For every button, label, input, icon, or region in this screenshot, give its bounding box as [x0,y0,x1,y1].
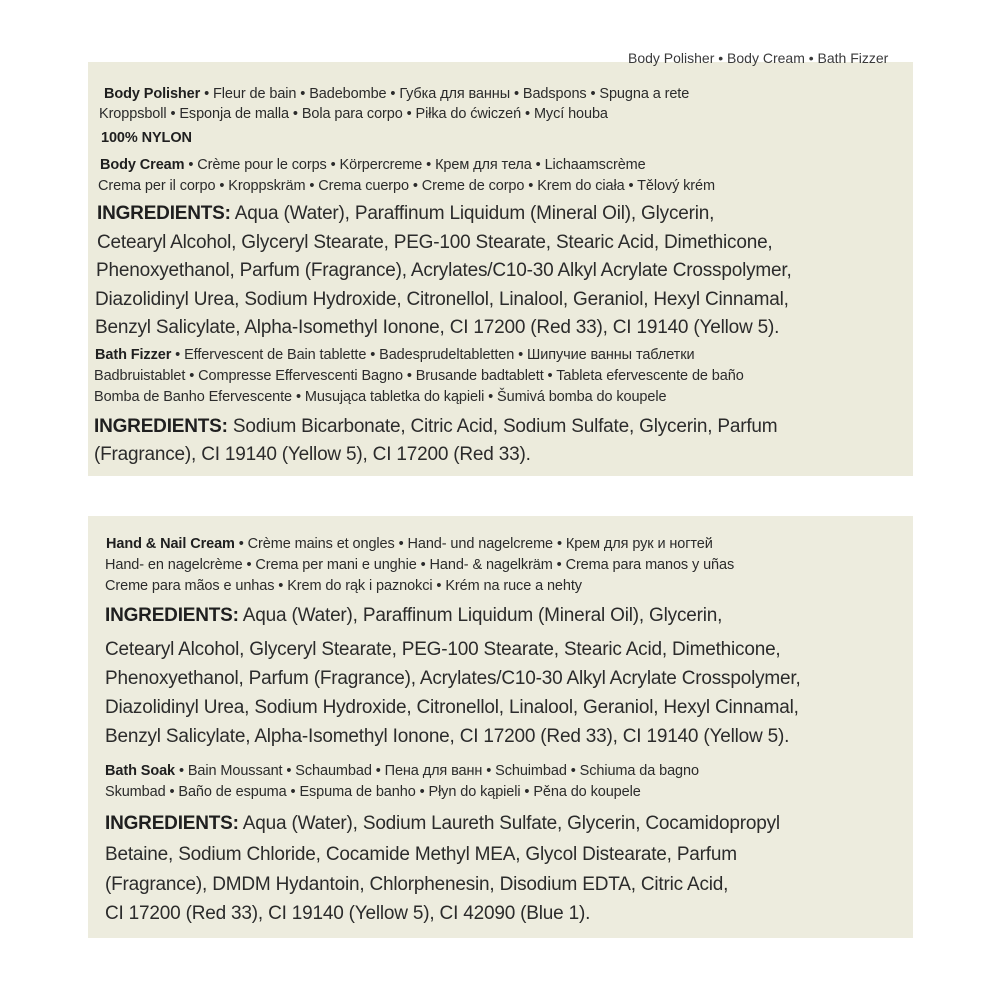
body-cream-line-1: Body Cream • Crème pour le corps • Körpercreme • Крем для тела • Lichaamscrème [100,157,646,173]
body-cream-name: Body Cream [100,157,185,173]
bath-soak-name: Bath Soak [105,763,176,779]
bath-soak-line-1: Bath Soak • Bain Moussant • Schaumbad • Пена для ванн • Schuimbad • Schiuma da bagno [105,763,699,779]
soak-ingredients-line-1: INGREDIENTS: Aqua (Water), Sodium Laureth Sulfate, Glycerin, Cocamidopropyl [105,813,780,834]
bath-fizzer-line-2: Badbruistablet • Compresse Effervescenti Bagno • Brusande badtablett • Tableta efervescente de baño [94,368,744,384]
soak-ingredients-line-4: CI 17200 (Red 33), CI 19140 (Yellow 5), CI 42090 (Blue 1). [105,903,591,924]
hand-ingredients-line-2: Cetearyl Alcohol, Glyceryl Stearate, PEG-100 Stearate, Stearic Acid, Dimethicone, [105,639,781,660]
material-label: 100% NYLON [101,130,192,146]
label-photo-bottom [88,516,913,938]
cream-ingredients-line-3: Phenoxyethanol, Parfum (Fragrance), Acrylates/C10-30 Alkyl Acrylate Crosspolymer, [96,260,792,281]
bath-fizzer-line-3: Bomba de Banho Efervescente • Musująca tabletka do kąpieli • Šumivá bomba do koupele [94,389,667,405]
body-polisher-name: Body Polisher [104,86,201,102]
cut-off-header: Body Polisher • Body Cream • Bath Fizzer [628,50,889,66]
bath-fizzer-name: Bath Fizzer [95,347,172,363]
ingredients-label: INGREDIENTS: [105,605,239,626]
soak-ingredients-line-2: Betaine, Sodium Chloride, Cocamide Methyl MEA, Glycol Distearate, Parfum [105,844,737,865]
ingredients-label: INGREDIENTS: [97,203,231,224]
hand-ingredients-line-4: Diazolidinyl Urea, Sodium Hydroxide, Citronellol, Linalool, Geraniol, Hexyl Cinnamal, [105,697,799,718]
label-photo-top [88,50,913,476]
bath-soak-line-2: Skumbad • Baño de espuma • Espuma de banho • Płyn do kąpieli • Pěna do koupele [105,784,641,800]
hand-cream-line-1: Hand & Nail Cream • Crème mains et ongles • Hand- und nagelcreme • Крем для рук и ногтей [106,536,713,552]
body-polisher-line-1: Body Polisher • Fleur de bain • Badebombe • Губка для ванны • Badspons • Spugna a rete [104,86,690,102]
soak-ingredients-line-3: (Fragrance), DMDM Hydantoin, Chlorphenesin, Disodium EDTA, Citric Acid, [105,874,729,895]
body-polisher-line-2: Kroppsboll • Esponja de malla • Bola para corpo • Piłka do ćwiczeń • Mycí houba [99,106,608,122]
ingredients-label: INGREDIENTS: [94,416,228,437]
fizzer-ingredients-line-2: (Fragrance), CI 19140 (Yellow 5), CI 17200 (Red 33). [94,444,531,465]
cream-ingredients-line-1: INGREDIENTS: Aqua (Water), Paraffinum Liquidum (Mineral Oil), Glycerin, [97,203,715,224]
cream-ingredients-line-4: Diazolidinyl Urea, Sodium Hydroxide, Citronellol, Linalool, Geraniol, Hexyl Cinnamal, [95,289,789,310]
hand-cream-line-2: Hand- en nagelcrème • Crema per mani e unghie • Hand- & nagelkräm • Crema para manos y uñas [105,557,735,573]
hand-ingredients-line-3: Phenoxyethanol, Parfum (Fragrance), Acrylates/C10-30 Alkyl Acrylate Crosspolymer, [105,668,801,689]
fizzer-ingredients-line-1: INGREDIENTS: Sodium Bicarbonate, Citric Acid, Sodium Sulfate, Glycerin, Parfum [94,416,778,437]
ingredients-label: INGREDIENTS: [105,813,239,834]
hand-ingredients-line-5: Benzyl Salicylate, Alpha-Isomethyl Ionone, CI 17200 (Red 33), CI 19140 (Yellow 5). [105,726,790,747]
hand-cream-name: Hand & Nail Cream [106,536,235,552]
hand-cream-line-3: Creme para mãos e unhas • Krem do rąk i paznokci • Krém na ruce a nehty [105,578,582,594]
cream-ingredients-line-2: Cetearyl Alcohol, Glyceryl Stearate, PEG-100 Stearate, Stearic Acid, Dimethicone, [97,232,773,253]
body-cream-line-2: Crema per il corpo • Kroppskräm • Crema cuerpo • Creme de corpo • Krem do ciała • Tělový krém [98,178,715,194]
bath-fizzer-line-1: Bath Fizzer • Effervescent de Bain tablette • Badesprudeltabletten • Шипучие ванны таблетки [95,347,695,363]
hand-ingredients-line-1: INGREDIENTS: Aqua (Water), Paraffinum Liquidum (Mineral Oil), Glycerin, [105,605,723,626]
cream-ingredients-line-5: Benzyl Salicylate, Alpha-Isomethyl Ionone, CI 17200 (Red 33), CI 19140 (Yellow 5). [95,317,780,338]
